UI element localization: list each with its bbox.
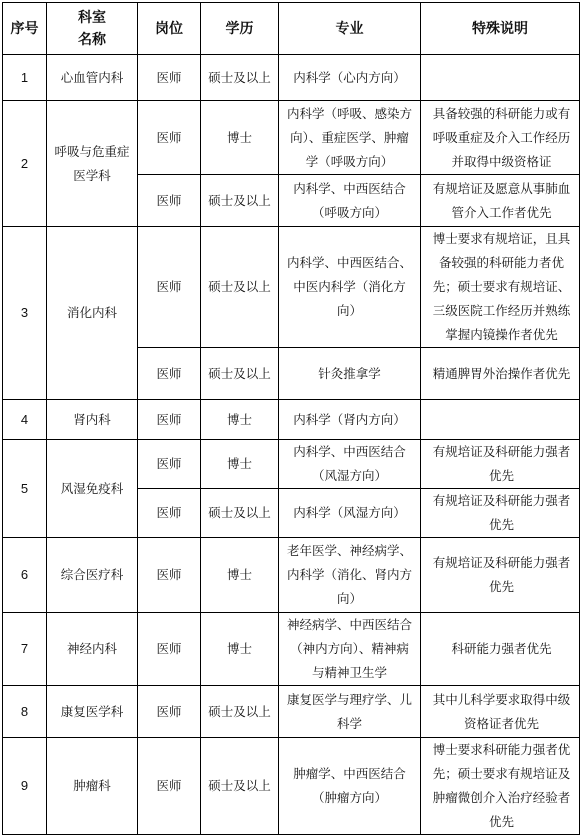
note-cell: 博士要求有规培证，且具备较强的科研能力者优先；硕士要求有规培证、三级医院工作经历并熟练掌握内镜操作者优先	[421, 227, 580, 348]
seq-cell: 5	[3, 440, 47, 538]
seq-cell: 6	[3, 538, 47, 613]
major-cell: 肿瘤学、中西医结合（肿瘤方向）	[279, 738, 421, 835]
header-edu: 学历	[201, 3, 279, 55]
post-cell: 医师	[138, 348, 201, 400]
post-cell: 医师	[138, 400, 201, 440]
post-cell: 医师	[138, 489, 201, 538]
table-row	[3, 738, 580, 835]
edu-cell: 博士	[201, 613, 279, 686]
seq-cell: 1	[3, 55, 47, 101]
post-cell: 医师	[138, 55, 201, 101]
header-post: 岗位	[138, 3, 201, 55]
header-major: 专业	[279, 3, 421, 55]
post-cell: 医师	[138, 538, 201, 613]
edu-cell: 硕士及以上	[201, 738, 279, 835]
note-cell: 具备较强的科研能力或有呼吸重症及介入工作经历并取得中级资格证	[421, 101, 580, 175]
post-cell: 医师	[138, 101, 201, 175]
note-cell: 精通脾胃外治操作者优先	[421, 348, 580, 400]
major-cell: 康复医学与理疗学、儿科学	[279, 686, 421, 738]
seq-cell: 7	[3, 613, 47, 686]
edu-cell: 硕士及以上	[201, 55, 279, 101]
edu-cell: 硕士及以上	[201, 175, 279, 227]
dept-cell: 肾内科	[47, 400, 138, 440]
post-cell: 医师	[138, 613, 201, 686]
dept-cell: 呼吸与危重症医学科	[47, 101, 138, 227]
note-cell	[421, 400, 580, 440]
note-cell: 有规培证及科研能力强者优先	[421, 489, 580, 538]
major-cell: 内科学、中西医结合、中医内科学（消化方向）	[279, 227, 421, 348]
edu-cell: 博士	[201, 101, 279, 175]
note-cell: 其中儿科学要求取得中级资格证者优先	[421, 686, 580, 738]
seq-cell: 2	[3, 101, 47, 227]
major-cell: 内科学、中西医结合（呼吸方向）	[279, 175, 421, 227]
header-dept: 科室 名称	[47, 3, 138, 55]
major-cell: 内科学（呼吸、感染方向）、重症医学、肿瘤学（呼吸方向）	[279, 101, 421, 175]
table-row	[3, 101, 580, 175]
note-cell	[421, 55, 580, 101]
table-row	[3, 686, 580, 738]
header-row	[3, 3, 580, 55]
note-cell: 有规培证及科研能力强者优先	[421, 440, 580, 489]
edu-cell: 博士	[201, 538, 279, 613]
note-cell: 博士要求科研能力强者优先；硕士要求有规培证及肿瘤微创介入治疗经验者优先	[421, 738, 580, 835]
table-row	[3, 613, 580, 686]
dept-cell: 风湿免疫科	[47, 440, 138, 538]
dept-cell: 肿瘤科	[47, 738, 138, 835]
table-row	[3, 55, 580, 101]
dept-cell: 康复医学科	[47, 686, 138, 738]
seq-cell: 8	[3, 686, 47, 738]
major-cell: 内科学（风湿方向）	[279, 489, 421, 538]
edu-cell: 硕士及以上	[201, 686, 279, 738]
post-cell: 医师	[138, 738, 201, 835]
seq-cell: 4	[3, 400, 47, 440]
post-cell: 医师	[138, 227, 201, 348]
dept-cell: 心血管内科	[47, 55, 138, 101]
note-cell: 有规培证及科研能力强者优先	[421, 538, 580, 613]
major-cell: 内科学（肾内方向）	[279, 400, 421, 440]
edu-cell: 博士	[201, 400, 279, 440]
table-row	[3, 227, 580, 348]
dept-cell: 消化内科	[47, 227, 138, 400]
major-cell: 针灸推拿学	[279, 348, 421, 400]
post-cell: 医师	[138, 440, 201, 489]
post-cell: 医师	[138, 175, 201, 227]
major-cell: 神经病学、中西医结合（神内方向）、精神病与精神卫生学	[279, 613, 421, 686]
header-seq: 序号	[3, 3, 47, 55]
post-cell: 医师	[138, 686, 201, 738]
table-row	[3, 400, 580, 440]
edu-cell: 硕士及以上	[201, 348, 279, 400]
table-row	[3, 538, 580, 613]
major-cell: 内科学、中西医结合（风湿方向）	[279, 440, 421, 489]
dept-cell: 综合医疗科	[47, 538, 138, 613]
major-cell: 内科学（心内方向）	[279, 55, 421, 101]
seq-cell: 9	[3, 738, 47, 835]
table-row	[3, 440, 580, 489]
edu-cell: 硕士及以上	[201, 489, 279, 538]
note-cell: 科研能力强者优先	[421, 613, 580, 686]
major-cell: 老年医学、神经病学、内科学（消化、肾内方向）	[279, 538, 421, 613]
edu-cell: 博士	[201, 440, 279, 489]
header-note: 特殊说明	[421, 3, 580, 55]
dept-cell: 神经内科	[47, 613, 138, 686]
note-cell: 有规培证及愿意从事肺血管介入工作者优先	[421, 175, 580, 227]
recruitment-table	[2, 2, 580, 835]
seq-cell: 3	[3, 227, 47, 400]
edu-cell: 硕士及以上	[201, 227, 279, 348]
